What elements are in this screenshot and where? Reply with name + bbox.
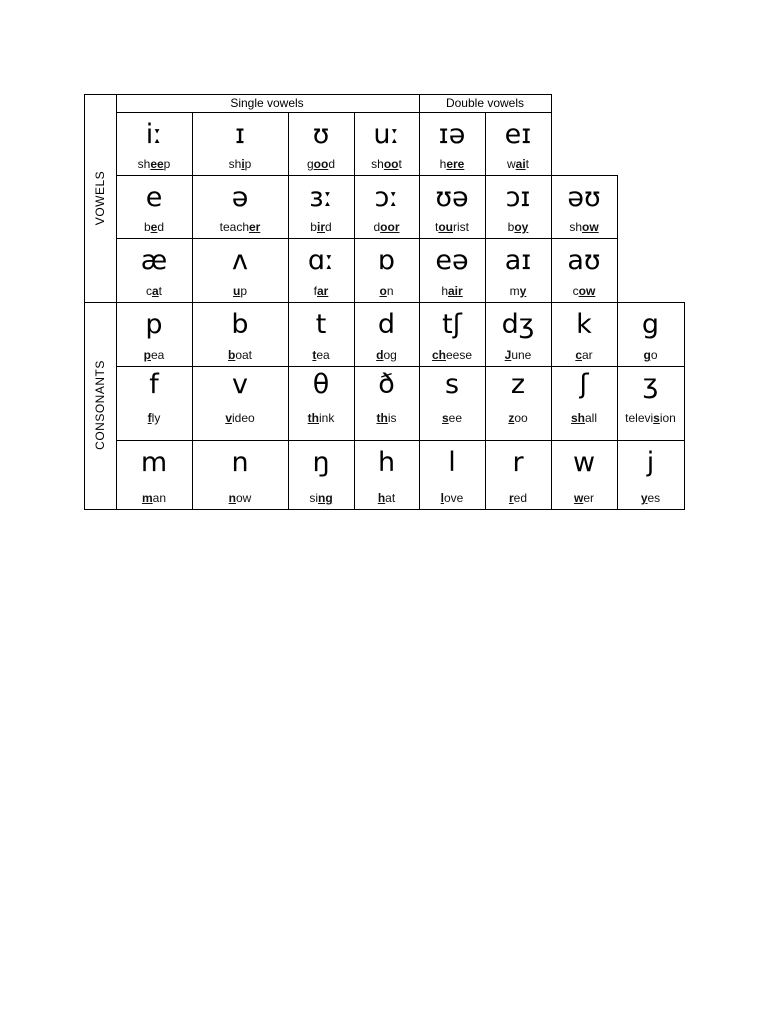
phoneme-symbol: ɜː bbox=[309, 182, 333, 213]
example-word: wait bbox=[506, 157, 530, 171]
consonant-cell bbox=[617, 440, 684, 509]
example-word: far bbox=[313, 284, 329, 298]
vowel-cell bbox=[116, 175, 192, 238]
phoneme-symbol: w bbox=[572, 447, 596, 478]
example-word: cat bbox=[145, 284, 163, 298]
example-word: bed bbox=[143, 220, 165, 234]
phoneme-symbol: ɒ bbox=[377, 245, 396, 276]
consonant-cell bbox=[485, 302, 551, 366]
consonant-cell bbox=[116, 366, 192, 440]
consonant-cell bbox=[485, 440, 551, 509]
phoneme-symbol: s bbox=[444, 369, 460, 400]
example-word: go bbox=[643, 348, 658, 362]
phoneme-symbol: ɑː bbox=[307, 245, 335, 276]
phoneme-symbol: l bbox=[448, 447, 456, 478]
vowel-cell bbox=[354, 112, 419, 175]
consonant-cell bbox=[485, 366, 551, 440]
example-word: wer bbox=[573, 491, 594, 505]
example-word: June bbox=[504, 348, 532, 362]
phoneme-symbol: p bbox=[145, 309, 163, 340]
phoneme-symbol: t bbox=[315, 309, 327, 340]
consonant-cell bbox=[354, 302, 419, 366]
example-word: now bbox=[228, 491, 252, 505]
phoneme-symbol: m bbox=[140, 447, 168, 478]
grid-line bbox=[84, 94, 552, 95]
vowel-cell bbox=[419, 238, 485, 302]
example-word: car bbox=[575, 348, 593, 362]
example-word: ship bbox=[228, 157, 252, 171]
vowel-cell bbox=[192, 112, 288, 175]
vowels-side-label: VOWELS bbox=[93, 170, 107, 226]
consonant-cell bbox=[419, 302, 485, 366]
phoneme-symbol: n bbox=[231, 447, 249, 478]
phoneme-symbol: z bbox=[510, 369, 526, 400]
vowel-cell bbox=[288, 112, 354, 175]
consonant-cell bbox=[354, 440, 419, 509]
consonant-cell bbox=[354, 366, 419, 440]
consonant-cell bbox=[551, 440, 617, 509]
example-word: hair bbox=[441, 284, 463, 298]
example-word: sheep bbox=[137, 157, 171, 171]
vowel-cell bbox=[485, 112, 551, 175]
vowel-cell bbox=[288, 238, 354, 302]
phoneme-symbol: d bbox=[377, 309, 396, 340]
phoneme-symbol: h bbox=[377, 447, 396, 478]
consonant-cell bbox=[617, 302, 684, 366]
vowel-cell bbox=[288, 175, 354, 238]
phoneme-symbol: ə bbox=[231, 182, 249, 213]
example-word: fly bbox=[147, 411, 161, 425]
phoneme-symbol: b bbox=[231, 309, 249, 340]
example-word: tea bbox=[312, 348, 330, 362]
phoneme-symbol: ʌ bbox=[232, 245, 248, 276]
phoneme-symbol: e bbox=[145, 182, 163, 213]
example-word: video bbox=[225, 411, 255, 425]
consonant-cell bbox=[419, 366, 485, 440]
example-word: shall bbox=[570, 411, 598, 425]
example-word: on bbox=[379, 284, 394, 298]
example-word: show bbox=[569, 220, 599, 234]
vowel-cell bbox=[551, 175, 617, 238]
example-word: dog bbox=[376, 348, 397, 362]
vowel-cell bbox=[116, 112, 192, 175]
consonant-cell bbox=[116, 302, 192, 366]
example-word: yes bbox=[640, 491, 661, 505]
double-vowels-header: Double vowels bbox=[445, 96, 525, 110]
consonant-cell bbox=[192, 366, 288, 440]
vowel-cell bbox=[116, 238, 192, 302]
example-word: door bbox=[373, 220, 400, 234]
phoneme-symbol: ʊə bbox=[435, 182, 469, 213]
vowel-cell bbox=[354, 238, 419, 302]
phoneme-symbol: j bbox=[646, 447, 655, 478]
vowel-cell bbox=[485, 175, 551, 238]
example-word: here bbox=[439, 157, 465, 171]
consonant-cell bbox=[116, 440, 192, 509]
phoneme-symbol: ɪ bbox=[234, 119, 246, 150]
phoneme-symbol: aɪ bbox=[504, 245, 532, 276]
vowel-cell bbox=[485, 238, 551, 302]
consonants-side-label: CONSONANTS bbox=[93, 360, 107, 450]
vowel-cell bbox=[354, 175, 419, 238]
phoneme-symbol: iː bbox=[145, 119, 163, 150]
vowel-cell bbox=[192, 238, 288, 302]
phoneme-symbol: ʊ bbox=[312, 119, 330, 150]
example-word: pea bbox=[143, 348, 165, 362]
example-word: tourist bbox=[434, 220, 469, 234]
example-word: think bbox=[307, 411, 335, 425]
phoneme-symbol: eə bbox=[435, 245, 469, 276]
phoneme-symbol: uː bbox=[373, 119, 400, 150]
phoneme-symbol: eɪ bbox=[504, 119, 532, 150]
consonant-cell bbox=[288, 366, 354, 440]
single-vowels-header: Single vowels bbox=[230, 96, 304, 110]
phoneme-symbol: g bbox=[641, 309, 660, 340]
phoneme-symbol: ŋ bbox=[312, 447, 330, 478]
example-word: television bbox=[625, 411, 676, 425]
grid-line bbox=[84, 94, 85, 510]
grid-line bbox=[684, 302, 685, 510]
phoneme-symbol: r bbox=[512, 447, 524, 478]
vowel-cell bbox=[192, 175, 288, 238]
example-word: see bbox=[441, 411, 463, 425]
consonant-cell bbox=[551, 302, 617, 366]
phoneme-symbol: ʒ bbox=[642, 369, 659, 400]
example-word: red bbox=[508, 491, 528, 505]
phoneme-symbol: əʊ bbox=[567, 182, 601, 213]
example-word: zoo bbox=[508, 411, 528, 425]
example-word: up bbox=[232, 284, 248, 298]
phoneme-symbol: ɪə bbox=[438, 119, 466, 150]
phoneme-symbol: dʒ bbox=[501, 309, 535, 340]
vowel-cell bbox=[419, 175, 485, 238]
example-word: sing bbox=[309, 491, 333, 505]
example-word: teacher bbox=[219, 220, 261, 234]
example-word: shoot bbox=[371, 157, 402, 171]
phoneme-symbol: ð bbox=[378, 369, 395, 400]
phoneme-symbol: k bbox=[576, 309, 592, 340]
example-word: bird bbox=[310, 220, 332, 234]
example-word: this bbox=[376, 411, 397, 425]
vowel-cell bbox=[551, 238, 617, 302]
phoneme-symbol: ʃ bbox=[579, 369, 589, 400]
example-word: hat bbox=[377, 491, 396, 505]
consonant-cell bbox=[419, 440, 485, 509]
grid-line bbox=[84, 509, 685, 510]
consonant-cell bbox=[617, 366, 684, 440]
phoneme-symbol: ɔɪ bbox=[505, 182, 531, 213]
example-word: man bbox=[141, 491, 167, 505]
phoneme-symbol: f bbox=[149, 369, 159, 400]
example-word: boy bbox=[507, 220, 529, 234]
consonant-cell bbox=[551, 366, 617, 440]
vowel-cell bbox=[419, 112, 485, 175]
phoneme-symbol: ɔː bbox=[374, 182, 399, 213]
consonant-cell bbox=[192, 302, 288, 366]
phoneme-symbol: æ bbox=[140, 245, 168, 276]
phoneme-symbol: v bbox=[232, 369, 248, 400]
example-word: cheese bbox=[431, 348, 473, 362]
example-word: good bbox=[306, 157, 336, 171]
phoneme-symbol: θ bbox=[312, 369, 330, 400]
example-word: boat bbox=[227, 348, 253, 362]
consonant-cell bbox=[288, 302, 354, 366]
example-word: my bbox=[509, 284, 527, 298]
phoneme-symbol: tʃ bbox=[442, 309, 462, 340]
consonant-cell bbox=[288, 440, 354, 509]
example-word: cow bbox=[572, 284, 596, 298]
example-word: love bbox=[440, 491, 464, 505]
phoneme-symbol: aʊ bbox=[567, 245, 601, 276]
consonant-cell bbox=[192, 440, 288, 509]
